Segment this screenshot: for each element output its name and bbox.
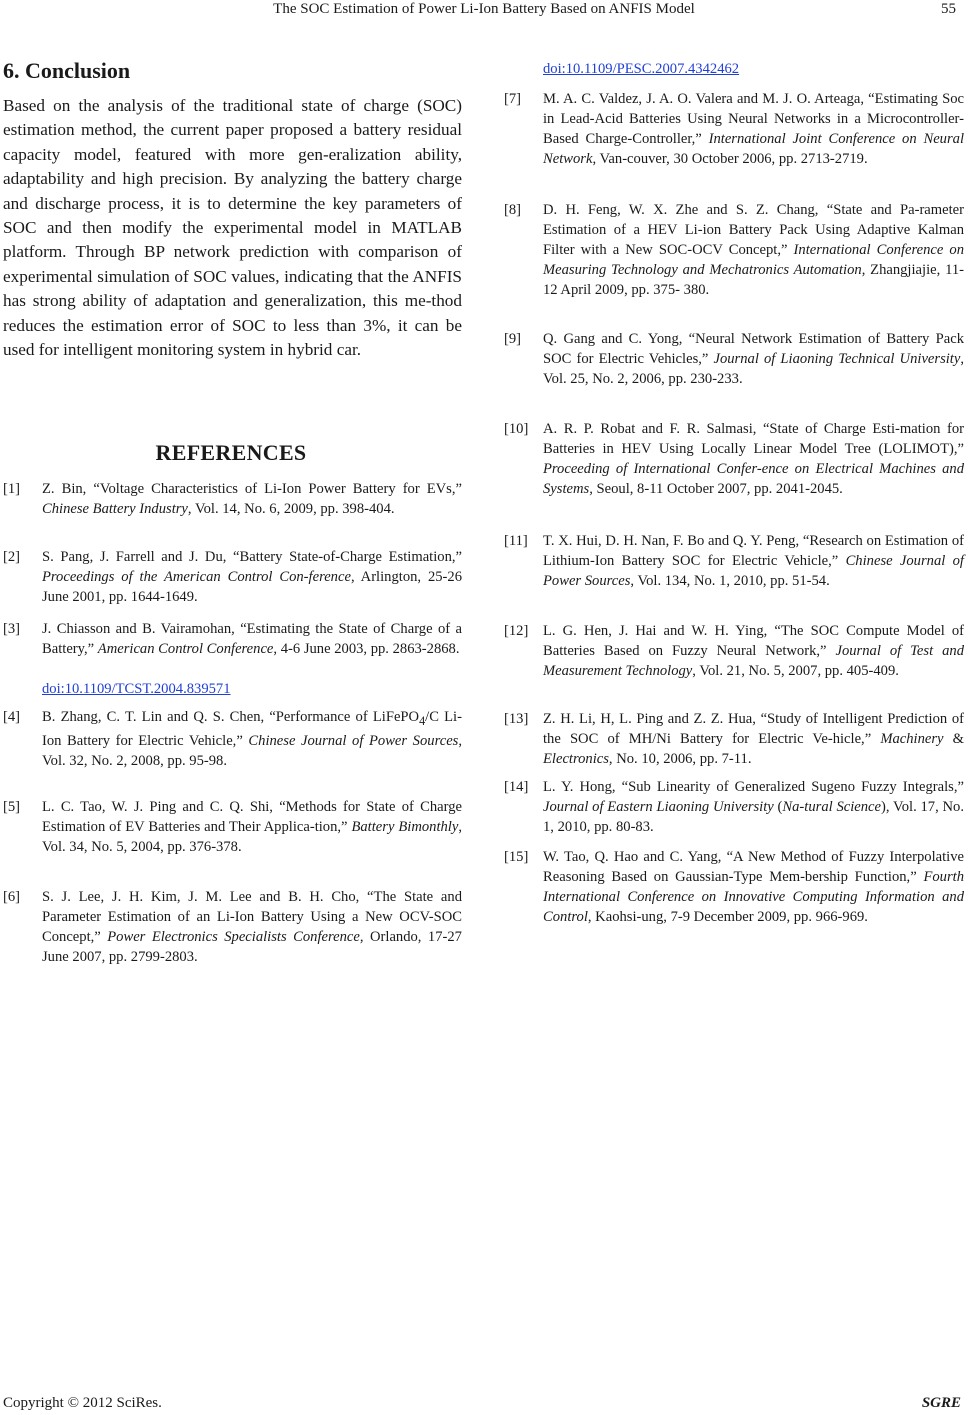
reference-text: A. R. P. Robat and F. R. Salmasi, “State of Charge Esti-mation for Batteries in HEV Using Locally Linear Model Tree (LOLIMOT),” Proceeding of International Confer-ence on Electrical Machines and Systems, Seoul, 8-11 October 2007, pp. 2041-2045.: [543, 421, 964, 497]
running-title: The SOC Estimation of Power Li-Ion Battery Based on ANFIS Model: [273, 1, 695, 17]
reference-number: [4]: [3, 709, 21, 725]
reference-venue: American Control Conference: [97, 640, 274, 657]
reference-number: [5]: [3, 799, 21, 815]
reference-number: [3]: [3, 621, 21, 637]
reference-number: [1]: [3, 481, 21, 497]
reference-number: [9]: [504, 331, 522, 347]
reference-text: W. Tao, Q. Hao and C. Yang, “A New Method of Fuzzy Interpolative Reasoning Based on Gaussian-Type Mem-bership Function,” Fourth International Conference on Innovative Computing Information and Control, Kaohsi-ung, 7-9 December 2009, pp. 966-969.: [543, 849, 964, 925]
reference-text: S. Pang, J. Farrell and J. Du, “Battery State-of-Charge Estimation,” Proceedings of the American Control Con-ference, Arlington, 25-26 June 2001, pp. 1644-1649.: [42, 549, 462, 605]
reference-text: B. Zhang, C. T. Lin and Q. S. Chen, “Performance of LiFePO$_4$/C Li-Ion Battery for Electric Vehicle,” Chinese Journal of Power Sources, Vol. 32, No. 2, 2008, pp. 95-98.: [42, 709, 463, 769]
reference-venue: Chinese Journal of Power Sources: [543, 552, 964, 589]
reference-number: [14]: [504, 779, 529, 795]
reference-venue: International Conference on Measuring Technology and Mechatronics Automation: [543, 241, 964, 278]
conclusion-text: Based on the analysis of the traditional state of charge (SOC) estimation method, the current paper proposed a battery residual capacity model, featured with more gen-eralization ability, adaptability and high precision. By analyzing the battery charge and discharge process, it is to determine the key parameters of SOC and then modify the experimental model in MATLAB platform. Through BP network prediction with comparison of experimental simulation of SOC values, indicating that the ANFIS has strong ability of adaptation and generalization, this me-thod reduces the estimation error of SOC to less than 3%, it can be used for intelligent monitoring system in hybrid car.: [3, 96, 462, 360]
reference-text: M. A. C. Valdez, J. A. O. Valera and M. J. O. Arteaga, “Estimating Soc in Lead-Acid Batteries Using Neural Networks in a Microcontroller-Based Charge-Controller,” International Joint Conference on Neural Network, Van-couver, 30 October 2006, pp. 2713-2719.: [543, 91, 964, 167]
doi-link[interactable]: doi:10.1109/PESC.2007.4342462: [543, 61, 740, 77]
reference-venue: Na-tural Science: [782, 798, 882, 815]
reference-text: S. J. Lee, J. H. Kim, J. M. Lee and B. H. Cho, “The State and Parameter Estimation of an Li-Ion Battery Using a New OCV-SOC Concept,” Power Electronics Specialists Conference, Orlando, 17-27 June 2007, pp. 2799-2803.: [42, 889, 462, 965]
reference-number: [11]: [504, 533, 528, 549]
reference-text: Q. Gang and C. Yong, “Neural Network Estimation of Battery Pack SOC for Electric Vehicles,” Journal of Liaoning Technical University, Vol. 25, No. 2, 2006, pp. 230-233.: [543, 331, 964, 387]
reference-text: L. G. Hen, J. Hai and W. H. Ying, “The SOC Compute Model of Batteries Based on Fuzzy Neural Network,” Journal of Test and Measurement Technology, Vol. 21, No. 5, 2007, pp. 405-409.: [543, 623, 964, 679]
doi-link[interactable]: doi:10.1109/TCST.2004.839571: [42, 681, 231, 697]
reference-text: D. H. Feng, W. X. Zhe and S. Z. Chang, “State and Pa-rameter Estimation of a HEV Li-ion Battery Pack Using Adaptive Kalman Filter with a New SOC-OCV Concept,” International Conference on Measuring Technology and Mechatronics Automation, Zhangjiajie, 11-12 April 2009, pp. 375- 380.: [543, 202, 964, 298]
reference-venue: Journal of Eastern Liaoning University: [543, 798, 774, 815]
page-number: 55: [941, 1, 956, 17]
reference-venue: Power Electronics Specialists Conference: [107, 928, 360, 945]
reference-text: Z. H. Li, H, L. Ping and Z. Z. Hua, “Study of Intelligent Prediction of the SOC of MH/Ni Battery for Electric Ve-hicle,” Machinery & Electronics, No. 10, 2006, pp. 7-11.: [543, 711, 964, 767]
reference-venue: Journal of Test and Measurement Technology: [543, 642, 964, 679]
reference-number: [8]: [504, 202, 522, 218]
reference-venue: Fourth International Conference on Innovative Computing Information and Control: [543, 868, 964, 925]
reference-venue: Journal of Liaoning Technical University: [713, 350, 961, 367]
reference-text: L. Y. Hong, “Sub Linearity of Generalized Sugeno Fuzzy Integrals,” Journal of Eastern Liaoning University (Na-tural Science), Vol. 17, No. 1, 2010, pp. 80-83.: [543, 779, 964, 835]
reference-venue: Electronics: [543, 750, 609, 767]
reference-number: [15]: [504, 849, 529, 865]
conclusion-heading: 6. Conclusion: [3, 58, 131, 83]
reference-text: T. X. Hui, D. H. Nan, F. Bo and Q. Y. Peng, “Research on Estimation of Lithium-Ion Battery SOC for Electric Vehicle,” Chinese Journal of Power Sources, Vol. 134, No. 1, 2010, pp. 51-54.: [543, 533, 964, 589]
reference-venue: Battery Bimonthly: [351, 818, 459, 835]
reference-venue: International Joint Conference on Neural Network: [543, 130, 964, 167]
reference-venue: Proceedings of the American Control Con-ference: [42, 568, 351, 585]
reference-venue: Chinese Battery Industry: [42, 500, 188, 517]
copyright-notice: Copyright © 2012 SciRes.: [3, 1395, 162, 1411]
reference-number: [6]: [3, 889, 21, 905]
reference-number: [12]: [504, 623, 529, 639]
reference-number: [2]: [3, 549, 21, 565]
journal-abbreviation: SGRE: [921, 1395, 961, 1411]
running-header: [0, 0, 968, 22]
page-footer: [3, 1395, 961, 1415]
reference-venue: Proceeding of International Confer-ence on Electrical Machines and Systems: [543, 460, 964, 497]
reference-venue: Chinese Journal of Power Sources: [248, 732, 459, 749]
reference-text: Z. Bin, “Voltage Characteristics of Li-Ion Power Battery for EVs,” Chinese Battery Industry, Vol. 14, No. 6, 2009, pp. 398-404.: [42, 481, 462, 517]
reference-number: [13]: [504, 711, 529, 727]
reference-number: [7]: [504, 91, 522, 107]
reference-text: J. Chiasson and B. Vairamohan, “Estimating the State of Charge of a Battery,” American Control Conference, 4-6 June 2003, pp. 2863-2868.: [42, 621, 462, 657]
reference-text: L. C. Tao, W. J. Ping and C. Q. Shi, “Methods for State of Charge Estimation of EV Batteries and Their Applica-tion,” Battery Bimonthly, Vol. 34, No. 5, 2004, pp. 376-378.: [42, 799, 462, 855]
reference-venue: Machinery: [880, 730, 944, 747]
reference-number: [10]: [504, 421, 529, 437]
references-heading: REFERENCES: [155, 440, 307, 465]
